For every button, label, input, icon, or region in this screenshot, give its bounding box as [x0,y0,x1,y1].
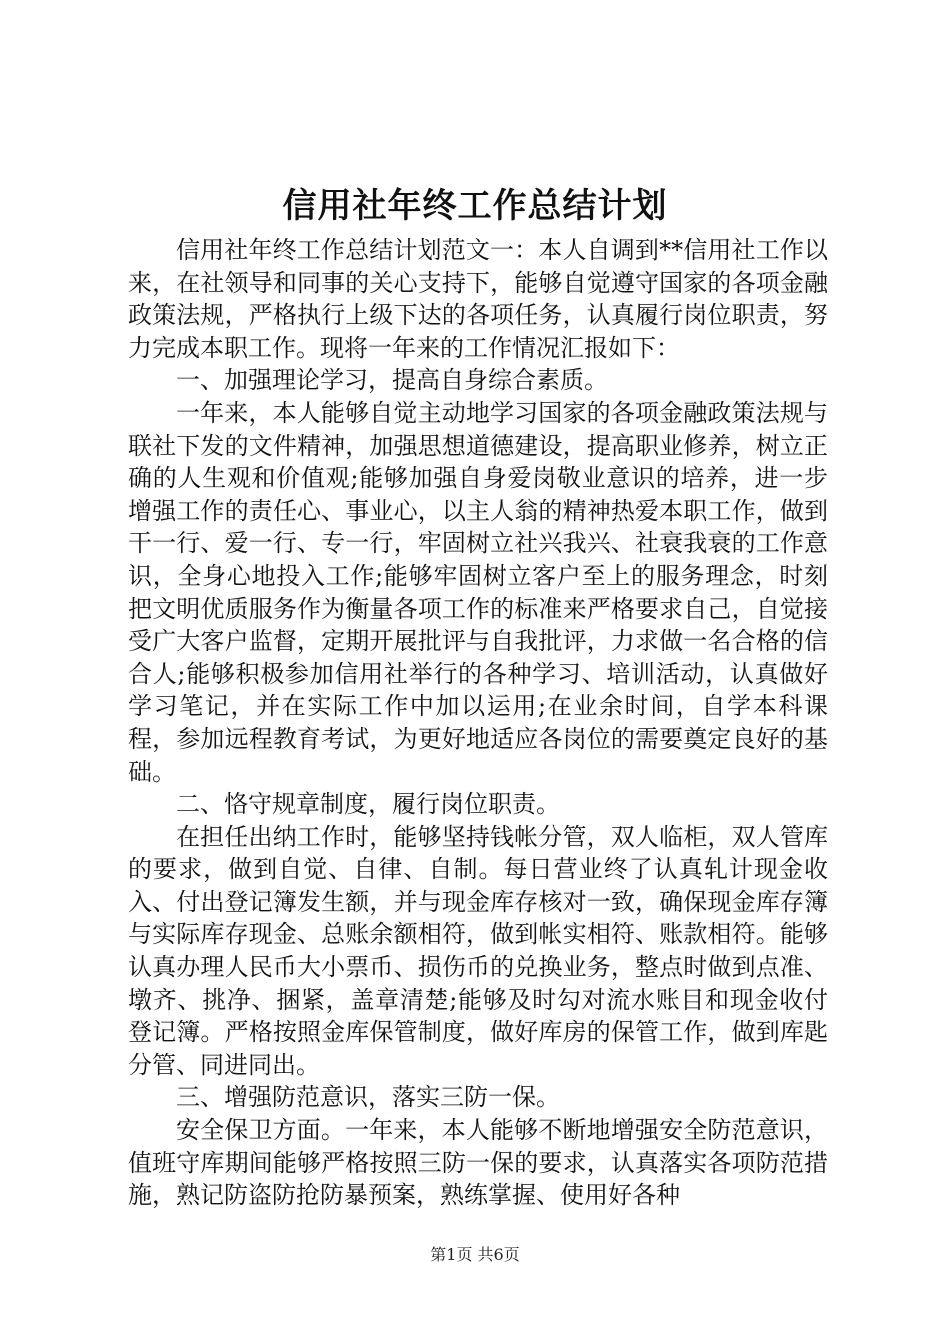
paragraph-section-3: 安全保卫方面。一年来，本人能够不断地增强安全防范意识，值班守库期间能够严格按照三防一保的要求，认真落实各项防范措施，熟记防盗防抢防暴预案，熟练掌握、使用好各种 [128,1116,828,1210]
section-heading-3: 三、增强防范意识，落实三防一保。 [176,1083,560,1112]
paragraph-section-2: 在担任出纳工作时，能够坚持钱帐分管，双人临柜，双人管库的要求，做到自觉、自律、自制。每日营业终了认真轧计现金收入、付出登记簿发生额，并与现金库存核对一致，确保现金库存簿与实际库存现金、总账余额相符，做到帐实相符、账款相符。能够认真办理人民币大小票币、损伤币的兑换业务，整点时做到点准、墩齐、挑净、捆紧，盖章清楚;能够及时勾对流水账目和现金收付登记簿。严格按照金库保管制度，做好库房的保管工作，做到库匙分管、同进同出。 [128,822,828,1079]
paragraph-intro: 信用社年终工作总结计划范文一：本人自调到**信用社工作以来，在社领导和同事的关心支持下，能够自觉遵守国家的各项金融政策法规，严格执行上级下达的各项任务，认真履行岗位职责，努力完成本职工作。现将一年来的工作情况汇报如下： [128,236,828,362]
paragraph-section-1: 一年来，本人能够自觉主动地学习国家的各项金融政策法规与联社下发的文件精神，加强思想道德建设，提高职业修养，树立正确的人生观和价值观;能够加强自身爱岗敬业意识的培养，进一步增强工作的责任心、事业心，以主人翁的精神热爱本职工作，做到干一行、爱一行、专一行，牢固树立社兴我兴、社衰我衰的工作意识，全身心地投入工作;能够牢固树立客户至上的服务理念，时刻把文明优质服务作为衡量各项工作的标准来严格要求自己，自觉接受广大客户监督，定期开展批评与自我批评，力求做一名合格的信合人;能够积极参加信用社举行的各种学习、培训活动，认真做好学习笔记，并在实际工作中加以运用;在业余时间，自学本科课程，参加远程教育考试，为更好地适应各岗位的需要奠定良好的基础。 [128,398,828,786]
section-heading-2: 二、恪守规章制度，履行岗位职责。 [176,790,560,819]
document-title: 信用社年终工作总结计划 [282,186,668,226]
section-heading-1: 一、加强理论学习，提高自身综合素质。 [176,366,608,395]
document-body [128,234,828,1212]
page-number-footer: 第1页 共6页 [430,1245,520,1264]
